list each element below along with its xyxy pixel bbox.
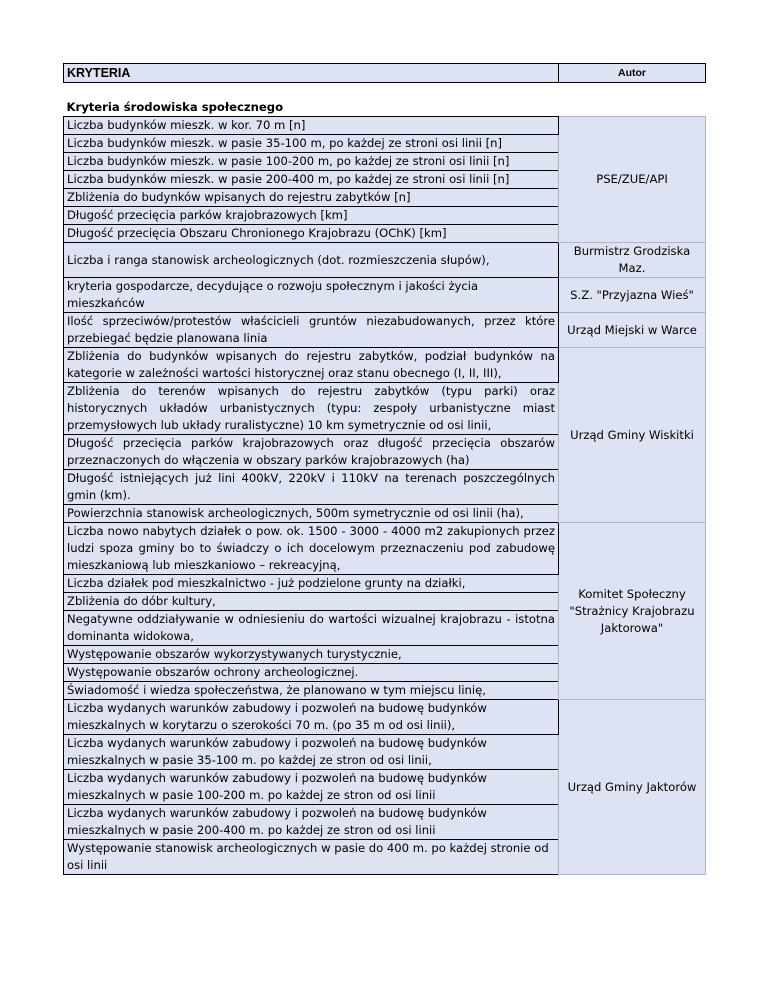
section-title: Kryteria środowiska społecznego (64, 99, 559, 117)
header-table (63, 63, 706, 83)
criterion-row: Negatywne oddziaływanie w odniesieniu do wartości wizualnej krajobrazu - istotna dominanta widokowa, (64, 611, 559, 646)
criterion-row: Świadomość i wiedza społeczeństwa, że planowano w tym miejscu linię, (64, 682, 559, 700)
criterion-row: Długość przecięcia parków krajobrazowych oraz długość przecięcia obszarów przeznaczonych do włączenia w obszary parków krajobrazowych (ha) (64, 435, 559, 470)
criterion-row: Liczba budynków mieszk. w pasie 200-400 m, po każdej ze stroni osi linii [n] (64, 171, 559, 189)
criterion-row: Liczba wydanych warunków zabudowy i pozwoleń na budowę budynków mieszkalnych w pasie 100-200 m. po każdej ze stron od osi linii (64, 770, 559, 805)
criterion-row: Długość przecięcia parków krajobrazowych [km] (64, 207, 559, 225)
criterion-row: Zbliżenia do terenów wpisanych do rejestru zabytków (typu parki) oraz historycznych układów urbanistycznych (typu: zespoły urbanistyczne miast przemysłowych lub układy ruralistyczne) 10 km symetrycznie od osi linii, (64, 383, 559, 435)
author-cell: Urząd Gminy Jaktorów (559, 700, 706, 875)
criterion-row: Zbliżenia do budynków wpisanych do rejestru zabytków, podział budynków na kategorie w zależności wartości historycznej oraz stanu obecnego (I, II, III), (64, 348, 559, 383)
criterion-row: Długość istniejących już lini 400kV, 220kV i 110kV na terenach poszczególnych gmin (km). (64, 470, 559, 505)
criterion-row: Liczba nowo nabytych działek o pow. ok. 1500 - 3000 - 4000 m2 zakupionych przez ludzi spoza gminy bo to świadczy o ich docelowym przeznaczeniu pod zabudowę mieszkaniową lub mieszkaniowo – rekreacyjną, (64, 523, 559, 575)
criterion-row: Liczba wydanych warunków zabudowy i pozwoleń na budowę budynków mieszkalnych w pasie 35-100 m. po każdej ze stron od osi linii, (64, 735, 559, 770)
criteria-header: KRYTERIA (64, 64, 559, 83)
criterion-row: Liczba i ranga stanowisk archeologicznych (dot. rozmieszczenia słupów), (64, 243, 559, 278)
criterion-row: Zbliżenia do dóbr kultury, (64, 593, 559, 611)
author-cell: Komitet Społeczny "Strażnicy Krajobrazu Jaktorowa" (559, 523, 706, 700)
criterion-row: Długość przecięcia Obszaru Chronionego Krajobrazu (OChK) [km] (64, 225, 559, 243)
criterion-row: Liczba budynków mieszk. w kor. 70 m [n] (64, 117, 559, 135)
criterion-row: Powierzchnia stanowisk archeologicznych, 500m symetrycznie od osi linii (ha), (64, 505, 559, 523)
author-header: Autor (559, 64, 706, 83)
criterion-row: Liczba wydanych warunków zabudowy i pozwoleń na budowę budynków mieszkalnych w korytarzu o szerokości 70 m. (po 35 m od osi linii), (64, 700, 559, 735)
criterion-row: Liczba działek pod mieszkalnictwo - już podzielone grunty na działki, (64, 575, 559, 593)
criterion-row: Liczba wydanych warunków zabudowy i pozwoleń na budowę budynków mieszkalnych w pasie 200-400 m. po każdej ze stron od osi linii (64, 805, 559, 840)
criterion-row: Ilość sprzeciwów/protestów właścicieli gruntów niezabudowanych, przez które przebiegać będzie planowana linia (64, 313, 559, 348)
criterion-row: Występowanie obszarów ochrony archeologicznej. (64, 664, 559, 682)
criterion-row: Liczba budynków mieszk. w pasie 100-200 m, po każdej ze stroni osi linii [n] (64, 153, 559, 171)
criterion-row: Zbliżenia do budynków wpisanych do rejestru zabytków [n] (64, 189, 559, 207)
author-cell: PSE/ZUE/API (559, 117, 706, 243)
criterion-row: Występowanie stanowisk archeologicznych w pasie do 400 m. po każdej stronie od osi linii (64, 840, 559, 875)
criteria-table (63, 99, 706, 875)
header-row (64, 64, 706, 83)
author-cell: Burmistrz Grodziska Maz. (559, 243, 706, 278)
author-cell: Urząd Gminy Wiskitki (559, 348, 706, 523)
section-author-blank (559, 99, 706, 117)
criterion-row: Występowanie obszarów wykorzystywanych turystycznie, (64, 646, 559, 664)
criterion-row: Liczba budynków mieszk. w pasie 35-100 m, po każdej ze stroni osi linii [n] (64, 135, 559, 153)
criterion-row: kryteria gospodarcze, decydujące o rozwoju społecznym i jakości życia mieszkańców (64, 278, 559, 313)
author-cell: S.Z. "Przyjazna Wieś" (559, 278, 706, 313)
author-cell: Urząd Miejski w Warce (559, 313, 706, 348)
